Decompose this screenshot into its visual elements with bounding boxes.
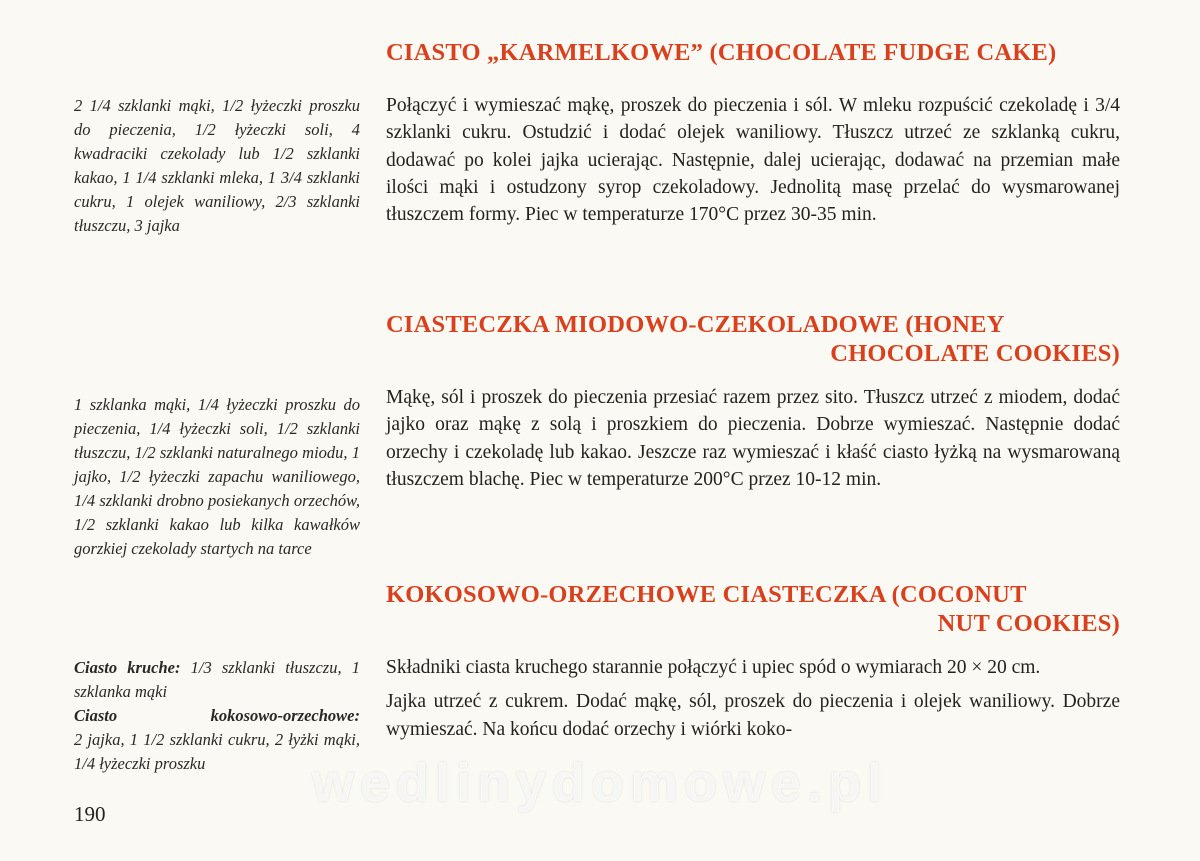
title-line-1: KOKOSOWO-ORZECHOWE CIASTECZKA (COCONUT [386, 581, 1027, 608]
title-line-2: CHOCOLATE COOKIES) [830, 340, 1120, 367]
method-text: Połączyć i wymieszać mąkę, proszek do pieczenia i sól. W mleku rozpuścić czekoladę i 3/4 szklanki cukru. Ostudzić i dodać olejek waniliowy. Tłuszcz utrzeć ze szklanką cukru, dodawać po kolei jajka ucierając. Następnie, dalej ucierając, dodawać na przemian małe ilości mąki i ostudzony syrop czekoladowy. Jednolitą masę przelać do wysmarowanej tłuszczem formy. Piec w temperaturze 170°C przez 30-35 min. [386, 95, 1120, 226]
ingredients-label: kokosowo-orzechowe: [210, 706, 360, 725]
watermark: wedlinydomowe.pl [311, 753, 889, 813]
ingredients-shortcrust [74, 656, 360, 704]
page-number: 190 [74, 802, 106, 826]
ingredients-text: 1/3 szklanki tłuszczu, 1 szklanka mąki [74, 658, 360, 701]
method-honey-chocolate-cookies [386, 384, 1120, 493]
ingredients-honey-chocolate-cookies [74, 393, 360, 561]
ingredients-label: Ciasto [74, 706, 118, 725]
title-line-1: CIASTECZKA MIODOWO-CZEKOLADOWE (HONEY [386, 311, 1005, 338]
ingredients-text: 2 1/4 szklanki mąki, 1/2 łyżeczki proszku do pieczenia, 1/2 łyżeczki soli, 4 kwadraciki czekolady lub 1/2 szklanki kakao, 1 1/4 szklanki mleka, 1 3/4 szklanki cukru, 1 olejek waniliowy, 2/3 szklanki tłuszczu, 3 jajka [74, 96, 360, 235]
title-line-2: NUT COOKIES) [937, 610, 1120, 637]
recipe-title-honey-chocolate-cookies [386, 310, 1120, 368]
ingredients-subheading [74, 704, 360, 728]
method-text: Mąkę, sól i proszek do pieczenia przesiać razem przez sito. Tłuszcz utrzeć z miodem, dodać jajko oraz mąkę z solą i proszkiem do pieczenia. Dobrze wymieszać. Następnie dodać orzechy i czekoladę lub kakao. Jeszcze raz wymieszać i kłaść ciasto łyżką na wysmarowaną tłuszczem blachę. Piec w temperaturze 200°C przez 10-12 min. [386, 387, 1120, 490]
method-paragraph: Jajka utrzeć z cukrem. Dodać mąkę, sól, proszek do pieczenia i olejek waniliowy. Dobrze wymieszać. Na końcu dodać orzechy i wiórki koko- [386, 691, 1120, 740]
ingredients-text: 2 jajka, 1 1/2 szklanki cukru, 2 łyżki mąki, 1/4 łyżeczki proszku [74, 730, 360, 773]
method-paragraph: Składniki ciasta kruchego starannie połączyć i upiec spód o wymiarach 20 × 20 cm. [386, 657, 1041, 678]
ingredients-chocolate-fudge-cake [74, 94, 360, 238]
method-coconut-nut-cookies [386, 654, 1120, 743]
recipe-title-coconut-nut-cookies [386, 580, 1120, 638]
ingredients-coconut-nut-cookies [74, 656, 360, 776]
ingredients-text: 1 szklanka mąki, 1/4 łyżeczki proszku do pieczenia, 1/4 łyżeczki soli, 1/2 szklanki tłuszczu, 1/2 szklanki naturalnego miodu, 1 jajko, 1/2 łyżeczki zapachu waniliowego, 1/4 szklanki drobno posiekanych orzechów, 1/2 szklanki kakao lub kilka kawałków gorzkiej czekolady startych na tarce [74, 395, 360, 558]
recipe-title-chocolate-fudge-cake: CIASTO „KARMELKOWE” (CHOCOLATE FUDGE CAKE) [386, 39, 1057, 66]
method-chocolate-fudge-cake [386, 92, 1120, 228]
ingredients-label: Ciasto kruche: [74, 658, 181, 677]
